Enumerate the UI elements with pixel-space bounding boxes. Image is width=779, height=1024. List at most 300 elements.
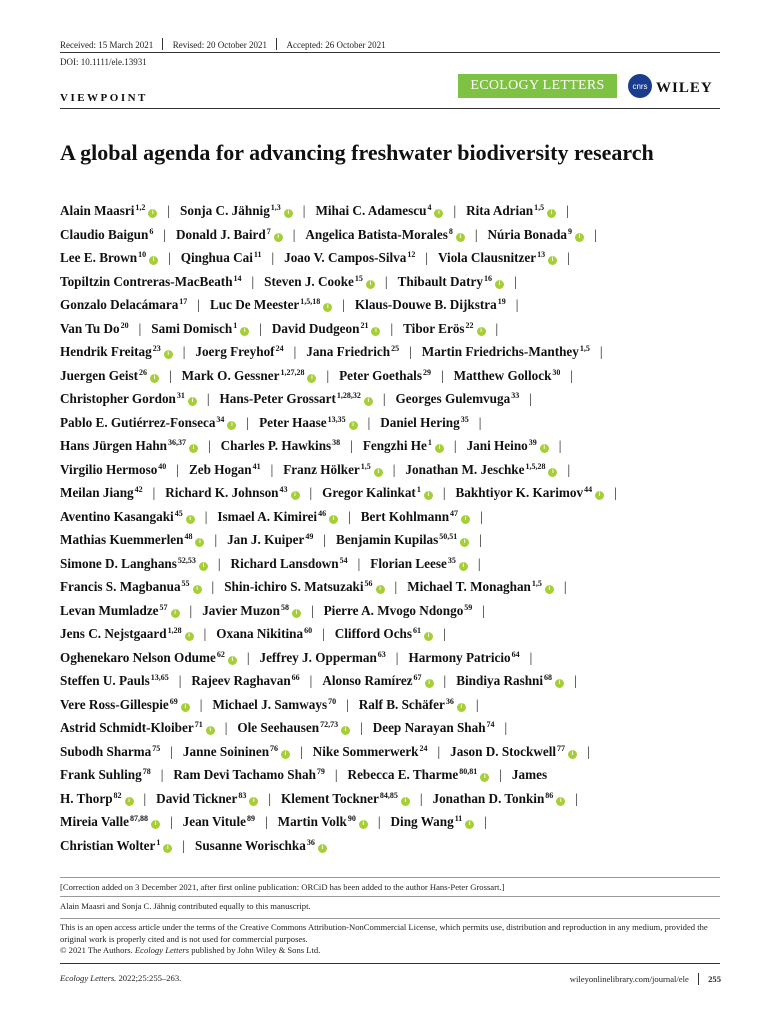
affiliation-number: 36,37 [168, 438, 186, 447]
author-name-text: Hans Jürgen Hahn [60, 438, 167, 453]
author-separator: | [443, 626, 446, 641]
citation [60, 973, 181, 983]
author-separator: | [246, 414, 250, 430]
divider [60, 918, 720, 919]
author-name-text: Jason D. Stockwell [450, 743, 557, 759]
author-name [60, 556, 208, 571]
author-name-text: Bert Kohlmann [360, 508, 450, 524]
author-name-text: Bakhtiyor K. Karimov [455, 485, 584, 500]
author-name [60, 297, 187, 312]
affiliation-number: 1 [156, 837, 161, 847]
author-separator: | [529, 391, 532, 406]
section-label: VIEWPOINT [60, 92, 148, 104]
orcid-icon[interactable]: i [181, 703, 190, 712]
orcid-icon[interactable]: i [456, 233, 465, 242]
author-name-text: Luc De Meester [209, 297, 300, 312]
orcid-icon[interactable]: i [307, 374, 316, 383]
header-rule [60, 52, 720, 53]
orcid-icon[interactable]: i [189, 444, 198, 453]
affiliation-number: 1,5,28 [525, 461, 546, 471]
author-separator: | [199, 696, 203, 712]
author-name [189, 462, 261, 477]
author-separator: | [178, 673, 182, 688]
author-line [60, 196, 720, 220]
author-separator: | [322, 626, 325, 641]
author-separator: | [169, 814, 173, 829]
affiliation-number: 36 [445, 696, 454, 706]
orcid-icon[interactable]: i [329, 515, 338, 524]
orcid-icon[interactable]: i [281, 750, 290, 759]
author-name-text: David Dudgeon [271, 320, 360, 336]
orcid-icon[interactable]: i [495, 280, 504, 289]
author-name [156, 791, 258, 806]
orcid-icon[interactable]: i [595, 491, 604, 500]
author-separator: | [440, 367, 444, 383]
author-separator: | [453, 438, 457, 453]
author-name [60, 438, 198, 453]
affiliation-number: 1,5 [534, 203, 545, 212]
orcid-icon[interactable]: i [240, 327, 249, 336]
author-separator: | [143, 790, 147, 806]
author-name-text: Pierre A. Mvogo Ndongo [323, 602, 464, 618]
orcid-icon[interactable]: i [359, 820, 368, 829]
orcid-icon[interactable]: i [148, 209, 157, 218]
orcid-icon[interactable]: i [401, 797, 410, 806]
author-line [60, 455, 720, 479]
citation-journal: Ecology Letters. [60, 973, 117, 983]
author-line [60, 572, 720, 596]
author-name [335, 626, 433, 641]
orcid-icon[interactable]: i [171, 609, 180, 618]
affiliation-number: 1 [233, 320, 238, 330]
author-name [191, 673, 299, 688]
author-line [60, 384, 720, 408]
author-name-text: Aventino Kasangaki [60, 508, 174, 524]
affiliation-number: 35 [460, 414, 469, 424]
affiliation-number: 41 [252, 461, 261, 471]
author-name-text: Fengzhi He [362, 438, 427, 453]
affiliation-number: 29 [422, 367, 431, 377]
author-separator: | [377, 814, 381, 829]
author-separator: | [367, 414, 371, 430]
author-name-text: Topiltzin Contreras-MacBeath [60, 273, 233, 289]
equal-contribution-note: Alain Maasri and Sonja C. Jähnig contributed equally to this manuscript. [60, 901, 311, 911]
affiliation-number: 1 [416, 485, 421, 494]
author-separator: | [271, 250, 275, 265]
divider [162, 38, 163, 50]
affiliation-number: 8 [448, 226, 453, 236]
author-name [380, 415, 469, 430]
affiliation-number: 66 [291, 673, 300, 682]
orcid-icon[interactable]: i [548, 468, 557, 477]
author-separator: | [392, 461, 396, 477]
author-name [407, 579, 554, 594]
affiliation-number: 1,2 [135, 203, 146, 212]
affiliation-number: 80,81 [459, 767, 478, 776]
affiliation-number: 1,28,32 [336, 391, 361, 400]
author-name-text: Franz Hölker [283, 461, 360, 477]
author-name-text: Mathias Kuemmerlen [60, 532, 184, 547]
orcid-icon[interactable]: i [163, 844, 172, 853]
affiliation-number: 61 [413, 626, 422, 635]
orcid-icon[interactable]: i [575, 233, 584, 242]
correction-note: [Correction added on 3 December 2021, after first online publication: ORCiD has been added to the author Hans-Peter Grossart.] [60, 882, 505, 892]
author-separator: | [599, 344, 603, 359]
orcid-icon[interactable]: i [425, 679, 434, 688]
author-name-text: Vere Ross-Gillespie [60, 696, 169, 712]
author-name [355, 297, 506, 312]
author-name-text: Mihai C. Adamescu [315, 203, 427, 218]
author-name-text: Rebecca E. Tharme [347, 767, 459, 782]
author-name [259, 415, 358, 430]
author-name-text: Joerg Freyhof [195, 344, 275, 359]
orcid-icon[interactable]: i [424, 632, 433, 641]
author-separator: | [203, 626, 207, 641]
affiliation-number: 43 [279, 485, 288, 494]
affiliation-number: 71 [194, 720, 203, 729]
orcid-icon[interactable]: i [556, 797, 565, 806]
author-name [432, 791, 565, 806]
affiliation-number: 6 [149, 226, 154, 236]
author-separator: | [176, 461, 179, 477]
author-name [227, 532, 313, 547]
affiliation-number: 35 [447, 555, 456, 565]
affiliation-number: 79 [316, 767, 325, 776]
author-separator: | [567, 461, 571, 477]
affiliation-number: 24 [275, 344, 284, 353]
author-line [60, 737, 720, 761]
author-separator: | [567, 250, 570, 265]
author-separator: | [323, 532, 327, 547]
author-name-text: Ding Wang [390, 814, 454, 829]
author-name [221, 438, 341, 453]
author-name-text: Jan J. Kuiper [227, 532, 305, 547]
author-separator: | [480, 508, 483, 524]
divider [276, 38, 277, 50]
author-name-text: Ismael A. Kimirei [217, 508, 318, 524]
orcid-icon[interactable]: i [457, 703, 466, 712]
author-separator: | [390, 320, 394, 336]
orcid-icon[interactable]: i [434, 209, 443, 218]
author-separator: | [384, 273, 388, 289]
author-name-text: Donald J. Baird [175, 226, 266, 242]
author-separator: | [574, 673, 577, 688]
orcid-icon[interactable]: i [185, 632, 194, 641]
author-name [322, 673, 433, 688]
author-name [284, 250, 415, 265]
author-line [60, 267, 720, 291]
orcid-icon[interactable]: i [151, 820, 160, 829]
author-separator: | [443, 673, 447, 688]
orcid-icon[interactable]: i [323, 303, 332, 312]
orcid-icon[interactable]: i [188, 397, 197, 406]
author-separator: | [478, 414, 482, 430]
author-name-text: Javier Muzon [202, 602, 280, 618]
author-line [60, 666, 720, 690]
orcid-icon[interactable]: i [540, 444, 549, 453]
orcid-icon[interactable]: i [284, 209, 293, 218]
affiliation-number: 78 [142, 767, 151, 776]
affiliation-number: 44 [584, 485, 593, 494]
author-name-text: Ole Seehausen [237, 720, 320, 735]
received-date: Received: 15 March 2021 [60, 40, 154, 50]
author-separator: | [182, 837, 186, 853]
author-line [60, 431, 720, 455]
author-name [361, 509, 470, 524]
orcid-icon[interactable]: i [548, 256, 557, 265]
author-line [60, 314, 720, 338]
affiliation-number: 74 [486, 720, 495, 729]
author-name [408, 650, 519, 665]
author-name [60, 250, 158, 265]
author-separator: | [246, 649, 250, 665]
author-name [359, 697, 466, 712]
author-line [60, 596, 720, 620]
author-name-text: Harmony Patricio [408, 649, 511, 665]
author-name [455, 485, 604, 500]
author-name-text: Klement Tockner [281, 790, 379, 806]
author-name-text: Susanne Worischka [195, 837, 306, 853]
affiliation-number: 50,51 [439, 532, 458, 541]
author-name [60, 344, 173, 359]
orcid-icon[interactable]: i [186, 515, 195, 524]
author-name [195, 838, 327, 853]
author-separator: | [479, 532, 482, 547]
affiliation-number: 13 [537, 250, 546, 259]
orcid-icon[interactable]: i [364, 397, 373, 406]
citation-details: 2022;25:255–263. [116, 973, 182, 983]
affiliation-number: 19 [497, 297, 506, 306]
author-line [60, 525, 720, 549]
affiliation-number: 1,5 [360, 461, 371, 471]
orcid-icon[interactable]: i [424, 491, 433, 500]
orcid-icon[interactable]: i [206, 726, 215, 735]
author-separator: | [268, 790, 272, 806]
author-separator: | [504, 720, 508, 735]
affiliation-number: 13,35 [327, 414, 346, 424]
author-name-text: Michael J. Samways [212, 696, 328, 712]
author-separator: | [499, 767, 502, 782]
author-name-text: Pablo E. Gutiérrez-Fonseca [60, 414, 216, 430]
author-name [60, 391, 197, 406]
author-name-text: Mark O. Gessner [181, 367, 280, 383]
author-name-text: Bindiya Rashni [456, 673, 544, 688]
affiliation-number: 75 [152, 743, 161, 753]
author-separator: | [309, 485, 313, 500]
author-separator: | [204, 508, 208, 524]
affiliation-number: 26 [139, 367, 148, 377]
orcid-icon[interactable]: i [292, 609, 301, 618]
affiliation-number: 63 [377, 649, 386, 659]
author-line [60, 619, 720, 643]
author-line [60, 831, 720, 855]
orcid-icon[interactable]: i [349, 421, 358, 430]
affiliation-number: 36 [306, 837, 315, 847]
author-name-text: Viola Clausnitzer [438, 250, 537, 265]
orcid-icon[interactable]: i [195, 538, 204, 547]
author-name [398, 274, 504, 289]
author-name [454, 368, 561, 383]
author-name [60, 532, 204, 547]
author-name-text: Jonathan D. Tonkin [432, 790, 545, 806]
orcid-icon[interactable]: i [228, 656, 237, 665]
divider [60, 896, 720, 897]
author-separator: | [382, 391, 386, 406]
author-name [180, 203, 293, 218]
orcid-icon[interactable]: i [374, 468, 383, 477]
copyright-journal: Ecology Letters [134, 945, 190, 955]
author-line [60, 760, 720, 784]
author-name-text: Joao V. Campos-Silva [284, 250, 407, 265]
author-separator: | [587, 743, 590, 759]
author-separator: | [163, 226, 166, 242]
author-name [60, 838, 172, 853]
author-separator: | [515, 297, 519, 312]
orcid-icon[interactable]: i [460, 538, 469, 547]
affiliation-number: 89 [247, 814, 255, 823]
author-name-text: Martin Volk [277, 814, 347, 829]
author-name-text: Steven J. Cooke [264, 273, 354, 289]
affiliation-number: 15 [354, 273, 363, 283]
affiliation-number: 30 [552, 367, 561, 377]
orcid-icon[interactable]: i [150, 374, 159, 383]
affiliation-number: 68 [544, 673, 553, 682]
orcid-icon[interactable]: i [125, 797, 134, 806]
author-separator: | [208, 438, 211, 453]
author-name-text: Hendrik Freitag [60, 344, 152, 359]
author-name [466, 203, 556, 218]
orcid-icon[interactable]: i [366, 280, 375, 289]
author-separator: | [437, 743, 441, 759]
author-name [60, 579, 202, 594]
orcid-icon[interactable]: i [376, 585, 385, 594]
affiliation-number: 31 [176, 391, 185, 400]
author-name-text: Benjamin Kupilas [336, 532, 439, 547]
author-line [60, 643, 720, 667]
author-name-text: Alain Maasri [60, 203, 135, 218]
author-name [60, 485, 143, 500]
author-separator: | [138, 320, 142, 336]
author-name-text: Virgilio Hermoso [60, 461, 158, 477]
orcid-icon[interactable]: i [164, 350, 173, 359]
orcid-icon[interactable]: i [227, 421, 236, 430]
author-name [348, 767, 490, 782]
author-name [306, 344, 399, 359]
author-name-text: Daniel Hering [380, 414, 460, 430]
orcid-icon[interactable]: i [371, 327, 380, 336]
doi[interactable]: DOI: 10.1111/ele.13931 [60, 57, 147, 67]
orcid-icon[interactable]: i [545, 585, 554, 594]
author-name [281, 791, 410, 806]
orcid-icon[interactable]: i [568, 750, 577, 759]
author-name [405, 462, 557, 477]
author-name [450, 744, 577, 759]
orcid-icon[interactable]: i [480, 773, 489, 782]
copyright-prefix: © 2021 The Authors. [60, 945, 135, 955]
author-separator: | [292, 226, 296, 242]
author-line [60, 220, 720, 244]
author-separator: | [214, 532, 218, 547]
journal-url[interactable]: wileyonlinelibrary.com/journal/ele [569, 974, 689, 984]
orcid-icon[interactable]: i [291, 491, 300, 500]
author-name-text: Jens C. Nejstgaard [60, 626, 167, 641]
accepted-date: Accepted: 26 October 2021 [286, 40, 386, 50]
author-name-text: Angelica Batista-Morales [305, 226, 448, 242]
author-separator: | [360, 720, 363, 735]
affiliation-number: 54 [339, 555, 348, 565]
affiliation-number: 48 [184, 532, 193, 541]
author-name-text: Shin-ichiro S. Matsuzaki [224, 579, 364, 594]
author-name [220, 391, 373, 406]
orcid-icon[interactable]: i [149, 256, 158, 265]
orcid-icon[interactable]: i [459, 562, 468, 571]
orcid-icon[interactable]: i [249, 797, 258, 806]
author-name-text: Michael T. Monaghan [407, 579, 531, 594]
author-name [488, 227, 585, 242]
orcid-icon[interactable]: i [435, 444, 444, 453]
orcid-icon[interactable]: i [199, 562, 208, 571]
orcid-icon[interactable]: i [477, 327, 486, 336]
orcid-icon[interactable]: i [274, 233, 283, 242]
affiliation-number: 33 [511, 391, 520, 400]
author-name [173, 767, 325, 782]
author-name [60, 603, 180, 618]
page-number: 255 [708, 974, 721, 984]
author-name [305, 227, 464, 242]
orcid-icon[interactable]: i [318, 844, 327, 853]
author-name [60, 720, 215, 735]
author-separator: | [425, 250, 429, 265]
author-separator: | [170, 743, 173, 759]
author-name-text: Subodh Sharma [60, 743, 152, 759]
author-name [60, 274, 242, 289]
author-name [60, 227, 153, 242]
affiliation-number: 72,73 [320, 720, 339, 729]
author-name-text: Thibault Datry [397, 273, 483, 289]
affiliation-number: 59 [464, 602, 473, 612]
author-name [272, 321, 381, 336]
affiliation-number: 55 [181, 579, 190, 588]
affiliation-number: 12 [407, 250, 416, 259]
author-name [60, 415, 236, 430]
author-separator: | [342, 297, 345, 312]
author-name-text: Rita Adrian [466, 203, 534, 218]
affiliation-number: 57 [159, 602, 168, 612]
author-name-text: Matthew Gollock [453, 367, 552, 383]
author-name-text: Tibor Erös [403, 320, 465, 336]
orcid-icon[interactable]: i [547, 209, 556, 218]
author-name [183, 814, 255, 829]
affiliation-number: 49 [305, 532, 314, 541]
orcid-icon[interactable]: i [341, 726, 350, 735]
orcid-icon[interactable]: i [461, 515, 470, 524]
author-name-text: Jana Friedrich [306, 344, 391, 359]
divider [698, 973, 699, 985]
author-name [237, 720, 350, 735]
author-name-text: Ram Devi Tachamo Shah [173, 767, 316, 782]
orcid-icon[interactable]: i [193, 585, 202, 594]
author-separator: | [442, 485, 446, 500]
orcid-icon[interactable]: i [465, 820, 474, 829]
author-separator: | [197, 297, 200, 312]
author-separator: | [310, 602, 314, 618]
author-name [313, 744, 428, 759]
affiliation-number: 1,27,28 [280, 367, 305, 377]
author-name-text: Lee E. Brown [60, 250, 138, 265]
orcid-icon[interactable]: i [555, 679, 564, 688]
author-separator: | [167, 203, 171, 218]
author-separator: | [477, 555, 481, 571]
